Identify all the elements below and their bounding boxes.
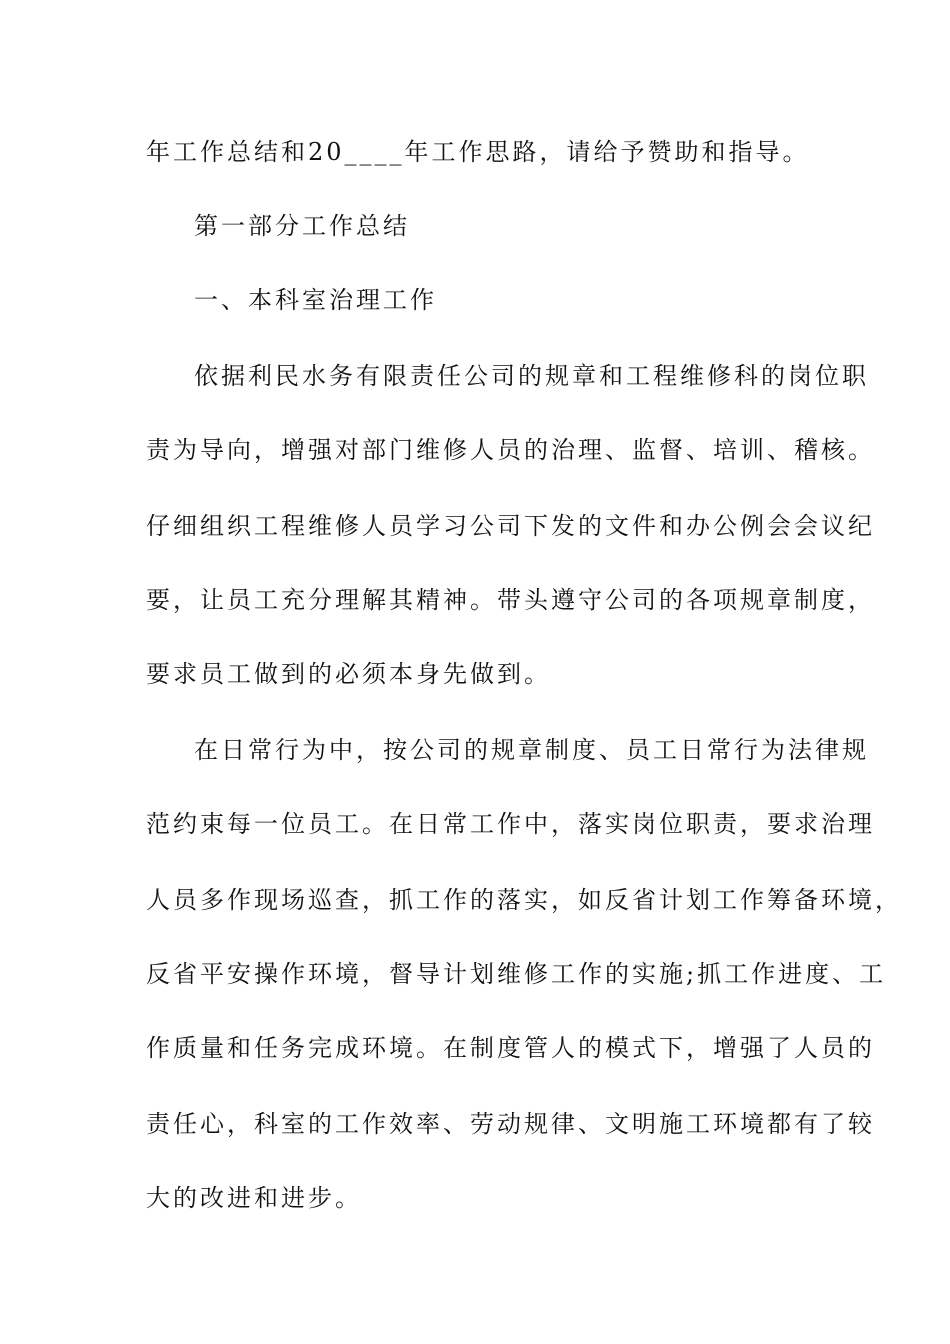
paragraph-line: 要，让员工充分理解其精神。带头遵守公司的各项规章制度， [146, 586, 875, 614]
paragraph-line: 仔细组织工程维修人员学习公司下发的文件和办公例会会议纪 [146, 512, 875, 540]
paragraph-line: 要求员工做到的必须本身先做到。 [146, 660, 551, 688]
paragraph-line: 依据利民水务有限责任公司的规章和工程维修科的岗位职 [194, 362, 869, 390]
text-line: 年工作总结和20____年工作思路，请给予赞助和指导。 [146, 138, 810, 166]
subsection-heading: 一、本科室治理工作 [194, 286, 437, 314]
paragraph-line: 责任心，科室的工作效率、劳动规律、文明施工环境都有了较 [146, 1110, 875, 1138]
paragraph-line: 在日常行为中，按公司的规章制度、员工日常行为法律规 [194, 736, 869, 764]
paragraph-line: 范约束每一位员工。在日常工作中，落实岗位职责，要求治理 [146, 810, 875, 838]
paragraph-line: 作质量和任务完成环境。在制度管人的模式下，增强了人员的 [146, 1034, 875, 1062]
paragraph-line: 责为导向，增强对部门维修人员的治理、监督、培训、稽核。 [146, 436, 875, 464]
paragraph-line: 大的改进和进步。 [146, 1184, 362, 1212]
paragraph-line: 人员多作现场巡查，抓工作的落实，如反省计划工作筹备环境， [146, 886, 902, 914]
section-heading: 第一部分工作总结 [194, 212, 410, 240]
paragraph-line: 反省平安操作环境，督导计划维修工作的实施;抓工作进度、工 [146, 960, 887, 988]
